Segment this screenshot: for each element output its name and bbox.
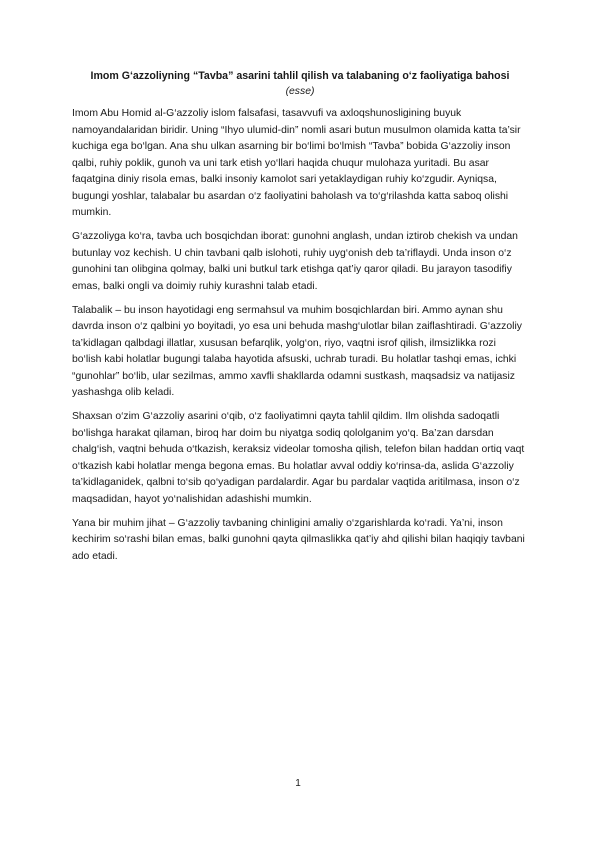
paragraph-introduction: Imom Abu Homid al-G‘azzoliy islom falsafasi, tasavvufi va axloqshunosligining buyuk namoyandalaridan biridir. Uning “Ihyo ulumid-din” nomli asari butun musulmon olamida katta ta’sir kuchiga ega bo‘lgan. Ana shu ulkan asarning bir bo‘limi bo‘lmish “Tavba” bobida G‘azzoliy inson qalbi, ruhiy poklik, gunoh va uni tark etish yo‘llari haqida chuqur mulohaza yuritadi. Bu asar faqatgina diniy risola emas, balki insoniy kamolot sari yetaklaydigan ruhiy ko‘zgudir. Ayniqsa, bugungi yoshlar, talabalar bu asardan o‘z faoliyatini baholash va to‘g‘rilashda katta saboq olishi mumkin. bbox=[72, 108, 521, 218]
page-content bbox=[72, 68, 528, 573]
essay-subtitle: (esse) bbox=[285, 86, 315, 97]
essay-title: Imom G‘azzoliyning “Tavba” asarini tahlil qilish va talabaning o‘z faoliyatiga bahosi bbox=[90, 70, 510, 82]
paragraph-practical-change: Yana bir muhim jihat – G‘azzoliy tavbaning chinligini amaliy o‘zgarishlarda ko‘radi. Ya’ni, inson kechirim so‘rashi bilan emas, balki gunohni qayta qilmaslikka qat’iy ahd qilishi bilan haqiqiy tavbani ado etadi. bbox=[72, 517, 525, 562]
paragraph-self-assessment: Shaxsan o‘zim G‘azzoliy asarini o‘qib, o‘z faoliyatimni qayta tahlil qildim. Ilm olishda sadoqatli bo‘lishga harakat qilaman, biroq har doim bu niyatga sodiq qololganim yo‘q. Ba’zan darsdan chalg‘ish, vaqtni behuda o‘tkazish, keraksiz videolar tomosha qilish, telefon bilan haddan ortiq vaqt o‘tkazish kabi holatlar menga begona emas. Bu holatlar avval oddiy ko‘rinsa-da, aslida G‘azzoliy ta’kidlaganidek, qalbni to‘sib qo‘yadigan pardalardir. Agar bu pardalar vaqtida aritilmasa, inson o‘z maqsadidan, hayot yo‘nalishidan adashishi mumkin. bbox=[72, 411, 525, 505]
page-number: 1 bbox=[295, 778, 301, 789]
paragraph-student-life: Talabalik – bu inson hayotidagi eng sermahsul va muhim bosqichlardan biri. Ammo aynan shu davrda inson o‘z qalbini yo boyitadi, yo esa uni behuda mashg‘ulotlar bilan zaiflashtiradi. G‘azzoliy ta’kidlagan qalbdagi illatlar, xususan befarqlik, yolg‘on, riyo, vaqtni isrof qilish, ilmsizlikka rozi bo‘lish kabi holatlar bugungi talaba hayotida afsuski, uchrab turadi. Bu holatlar tashqi emas, ichki “gunohlar” bo‘lib, ular sezilmas, ammo xavfli shakllarda odamni sustkash, maqsadsiz va natijasiz yashashga olib keladi. bbox=[72, 304, 522, 398]
paragraph-stages-of-repentance: G‘azzoliyga ko‘ra, tavba uch bosqichdan iborat: gunohni anglash, undan iztirob chekish va undan butunlay voz kechish. U chin tavbani qalb islohoti, ruhiy uyg‘onish deb ta’riflaydi. Unda inson o‘z gunohini tan olibgina qolmay, balki uni butkul tark etishga qat’iy qaror qiladi. Bu jarayon tasodifiy emas, balki ongli va doimiy ruhiy kurashni talab etadi. bbox=[72, 231, 518, 292]
